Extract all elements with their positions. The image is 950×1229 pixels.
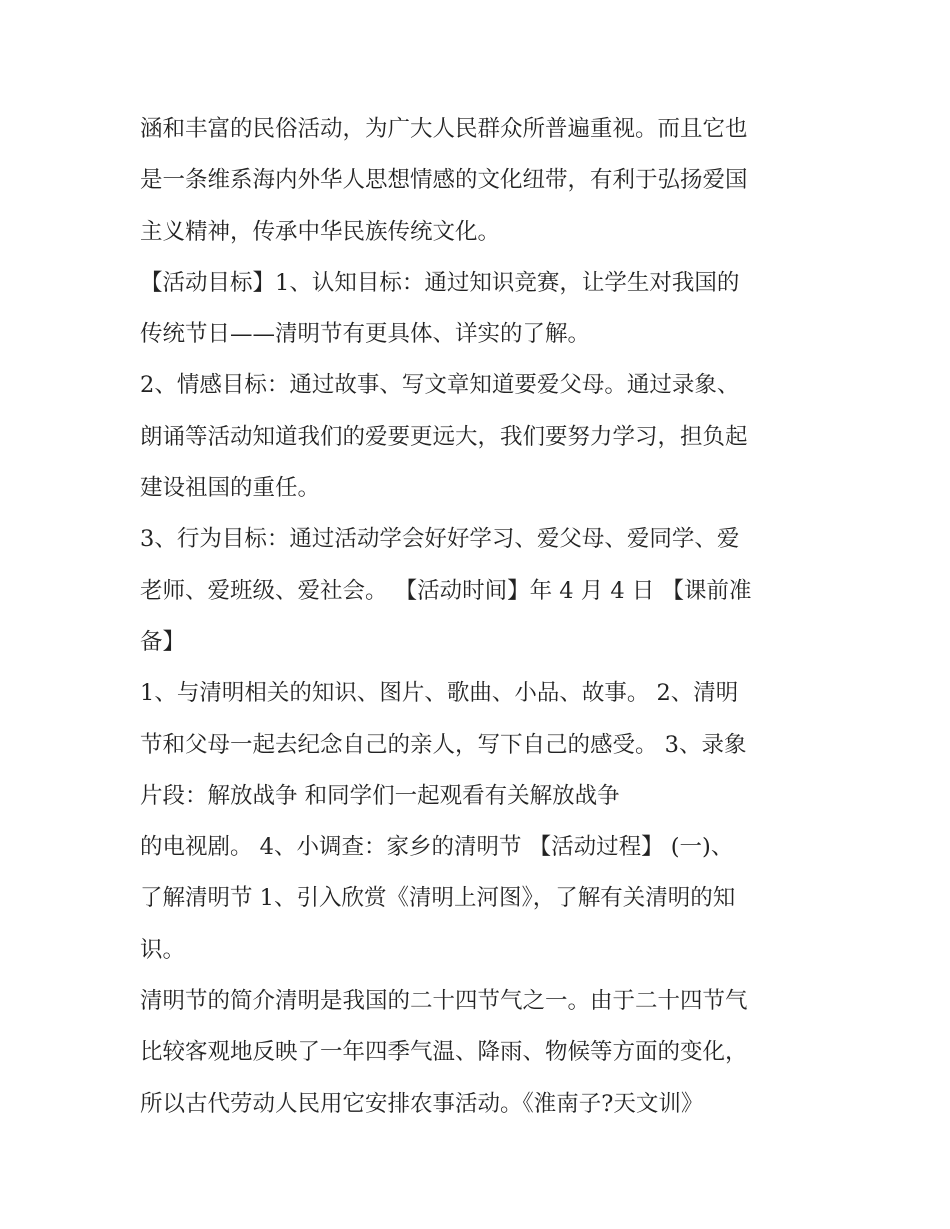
text-line: 老师、爱班级、爱社会。 【活动时间】年 4 月 4 日 【课前准 (140, 577, 752, 604)
text-line: 备】 (140, 628, 186, 655)
text-line: 片段：解放战争 和同学们一起观看有关解放战争 (140, 782, 620, 809)
text-line: 【活动目标】1、认知目标：通过知识竞赛，让学生对我国的 (140, 269, 740, 296)
text-line: 主义精神，传承中华民族传统文化。 (140, 218, 501, 245)
text-line: 建设祖国的重任。 (140, 475, 321, 502)
text-line: 比较客观地反映了一年四季气温、降雨、物候等方面的变化， (140, 1039, 748, 1066)
text-line: 1、与清明相关的知识、图片、歌曲、小品、故事。 2、清明 (140, 680, 739, 707)
text-line: 涵和丰富的民俗活动，为广大人民群众所普遍重视。而且它也 (140, 116, 748, 142)
text-line: 2、情感目标：通过故事、写文章知道要爱父母。通过录象、 (140, 372, 740, 399)
text-line: 传统节日——清明节有更具体、详实的了解。 (140, 321, 591, 348)
text-line: 3、行为目标：通过活动学会好好学习、爱父母、爱同学、爱 (140, 526, 740, 553)
text-line: 是一条维系海内外华人思想情感的文化纽带，有利于弘扬爱国 (140, 167, 748, 194)
text-line: 的电视剧。 4、小调查：家乡的清明节 【活动过程】 (一)、 (140, 834, 734, 861)
text-line: 识。 (140, 936, 186, 963)
text-line: 节和父母一起去纪念自己的亲人，写下自己的感受。 3、录象 (140, 731, 747, 758)
text-line: 了解清明节 1、引入欣赏《清明上河图》，了解有关清明的知 (140, 885, 736, 912)
text-line: 所以古代劳动人民用它安排农事活动。《淮南子?天文训》 (140, 1090, 704, 1117)
text-line: 清明节的简介清明是我国的二十四节气之一。由于二十四节气 (140, 988, 748, 1015)
text-line: 朗诵等活动知道我们的爱要更远大，我们要努力学习，担负起 (140, 423, 748, 450)
body-text (140, 104, 820, 1130)
